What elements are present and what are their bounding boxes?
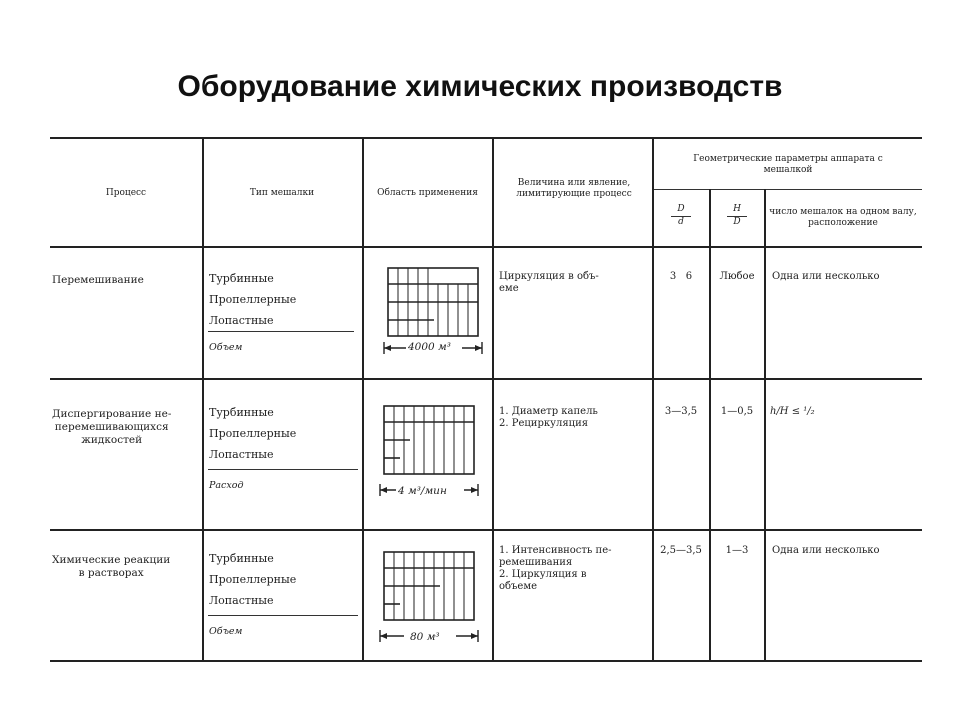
limiting-factor: 1. Интенсивность пе- ремешивания 2. Циркуляция в объеме	[499, 545, 612, 592]
agitator-separator	[208, 331, 354, 332]
header-application: Область применения	[377, 188, 478, 198]
agitator-item: Лопастные	[209, 314, 274, 327]
h-ratio-value: 1—0,5	[720, 406, 754, 417]
header-agitator-type: Тип мешалки	[249, 188, 315, 198]
header-h-ratio	[713, 204, 761, 228]
row-divider-1	[50, 378, 922, 380]
agitator-separator	[208, 615, 358, 616]
col-divider-4	[652, 137, 654, 661]
h-ratio-value: Любое	[719, 271, 755, 282]
row-process: Химические реакции в растворах	[52, 554, 171, 579]
agitator-item: Лопастные	[209, 594, 274, 607]
agitator-count: Одна или несколько	[772, 545, 880, 556]
col-divider-6	[764, 189, 766, 661]
agitator-item: Турбинные	[209, 272, 274, 285]
col-divider-2	[362, 137, 364, 661]
limiting-factor: Циркуляция в объ- еме	[499, 271, 599, 294]
agitator-separator	[208, 469, 358, 470]
agitator-list	[209, 268, 296, 331]
range-label: 4000 м³	[408, 341, 451, 353]
header-d-ratio	[657, 204, 705, 228]
d-ratio-value: 2,5—3,5	[660, 545, 702, 556]
h-ratio-numerator: H	[733, 204, 741, 214]
agitator-item: Турбинные	[209, 552, 274, 565]
header-limiting: Величина или явление, лимитирующие процесс	[516, 178, 632, 199]
agitator-item: Пропеллерные	[209, 573, 297, 586]
agitator-item: Турбинные	[209, 406, 274, 419]
row-process: Диспергирование не- перемешивающихся жидкостей	[52, 408, 172, 446]
row-divider-2	[50, 529, 922, 531]
d-ratio-denominator: d	[671, 216, 691, 228]
header-geometry: Геометрические параметры аппарата с мешалкой	[693, 154, 883, 175]
measure-label: Объем	[209, 342, 243, 353]
agitator-list	[209, 402, 296, 465]
d-ratio-value: 3—3,5	[664, 406, 698, 417]
agitator-item: Пропеллерные	[209, 293, 297, 306]
row-process: Перемешивание	[52, 274, 144, 286]
agitator-list	[209, 548, 296, 611]
page-title: Оборудование химических производств	[177, 70, 783, 103]
col-divider-3	[492, 137, 494, 661]
range-label: 4 м³/мин	[398, 485, 447, 497]
measure-label: Объем	[209, 626, 243, 637]
agitator-item: Пропеллерные	[209, 427, 297, 440]
h-ratio-denominator: D	[727, 216, 747, 228]
col-divider-5	[709, 189, 711, 661]
agitator-count: h/H ≤ ¹/₂	[770, 406, 815, 417]
header-bottom-border	[50, 246, 922, 248]
d-ratio-value: 3 6	[669, 271, 693, 282]
h-ratio-value: 1—3	[725, 545, 749, 556]
geometry-subheader-line	[652, 189, 922, 190]
limiting-factor: 1. Диаметр капель 2. Рециркуляция	[499, 406, 598, 429]
measure-label: Расход	[209, 480, 244, 491]
range-label: 80 м³	[410, 631, 440, 643]
table-bottom-border	[50, 660, 922, 662]
col-divider-1	[202, 137, 204, 661]
table-top-border	[50, 137, 922, 139]
header-count: число мешалок на одном валу, расположение	[769, 207, 917, 228]
d-ratio-numerator: D	[677, 204, 685, 214]
header-process: Процесс	[105, 188, 147, 198]
agitator-item: Лопастные	[209, 448, 274, 461]
agitator-count: Одна или несколько	[772, 271, 880, 282]
